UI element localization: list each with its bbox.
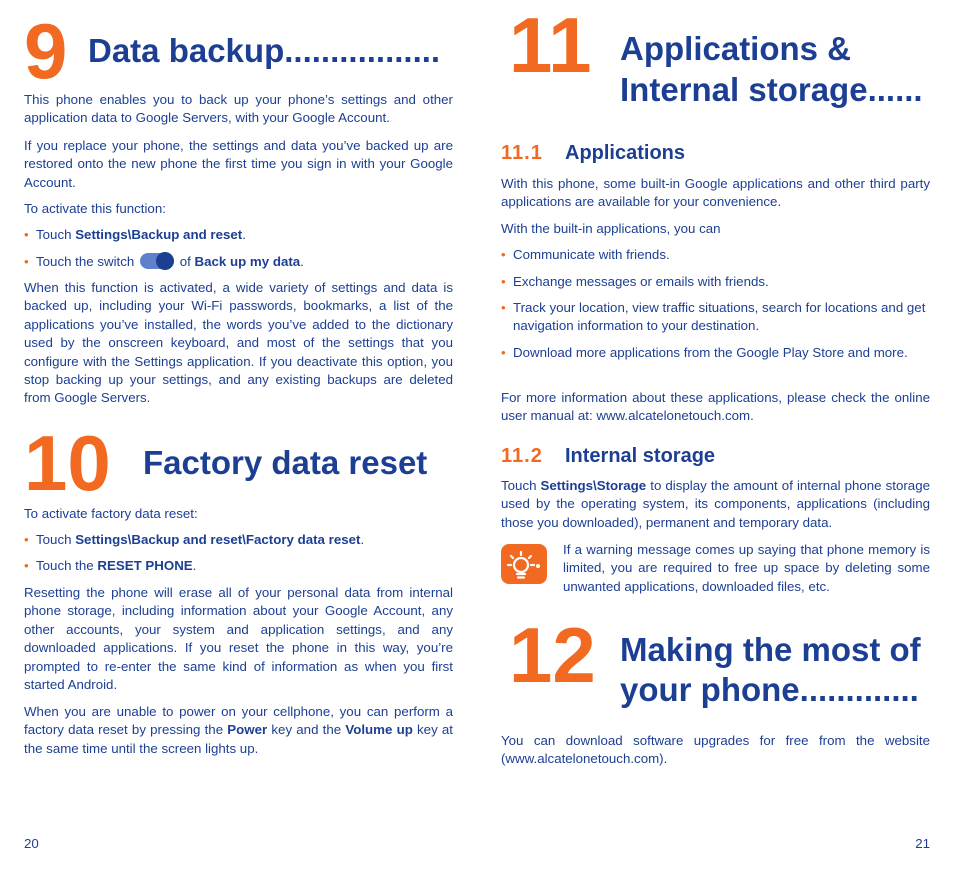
bullet-text: . (192, 558, 197, 573)
lightbulb-tip-icon (501, 544, 547, 584)
paragraph: Resetting the phone will erase all of your personal data from internal phone storage, including information about your Google Account, any other accounts, your system and application settings, and any downloaded applications. If you reset the phone in this way, you’re prompted to re-enter the same kind of information as when you first started Android. (24, 585, 453, 693)
bullet-item: • Exchange messages or emails with friends. (501, 273, 930, 291)
bullet-item (24, 253, 453, 271)
paragraph-text: to display the amount of internal phone storage used by the operating system, its components, applications (including those you downloaded), permanent and temporary data. (501, 478, 930, 530)
bullet-item (24, 531, 453, 549)
section-title: Internal storage (565, 445, 716, 467)
menu-path: Settings\Storage (540, 478, 647, 493)
paragraph-text: When you are unable to power on your cellphone, you can perform a factory data reset by pressing the (24, 704, 453, 738)
bullet-text: Touch (36, 532, 76, 547)
chapter-number: 10 (24, 419, 111, 507)
chapter-title: Factory data reset (143, 444, 428, 481)
chapter-title-line-2: your phone............. (620, 671, 919, 708)
paragraph-text: key and the (267, 722, 346, 738)
bullet-text: Touch the switch (36, 254, 138, 269)
paragraph: You can download software upgrades for free from the website (www.alcatelonetouch.com). (501, 733, 930, 767)
section-heading-11-2 (501, 444, 715, 468)
tip-text: If a warning message comes up saying that phone memory is limited, you are required to free up space by deleting some unwanted applications, downloaded files, etc. (563, 542, 930, 594)
chapter-number: 12 (509, 611, 596, 699)
paragraph: When this function is activated, a wide variety of settings and data is backed up, including your Wi-Fi passwords, bookmarks, a list of the applications you’ve installed, the words you’ve added to the dictionary used by the onscreen keyboard, and most of the settings that you configure with the Settings application. If you deactivate this option, you stop backing up your settings, and any existing backups are deleted from Google Servers. (24, 280, 453, 406)
bullet-text: Touch (36, 227, 76, 242)
paragraph-text: Touch (501, 478, 541, 493)
chapter-title: Data backup................. (88, 32, 441, 69)
bullet-text: of (176, 254, 195, 269)
bullet-item: • Download more applications from the Google Play Store and more. (501, 344, 930, 362)
paragraph (24, 703, 453, 758)
paragraph-text: key at the same time until the screen lights up. (24, 722, 453, 756)
paragraph: For more information about these applications, please check the online user manual at: www.alcatelonetouch.com. (501, 390, 930, 424)
page-number: 20 (24, 836, 39, 851)
chapter-11-heading (501, 0, 930, 120)
bullet-item: • Communicate with friends. (501, 246, 930, 264)
switch-toggle-icon (140, 253, 174, 269)
bullet-item (24, 557, 453, 575)
bullet-item (24, 226, 453, 244)
section-number: 11.1 (501, 142, 543, 164)
paragraph: To activate factory data reset: (24, 506, 198, 521)
chapter-number: 11 (509, 1, 592, 89)
bullet-text: Touch the (36, 558, 98, 573)
chapter-title-line-1: Making the most of (620, 631, 921, 668)
chapter-title-line-2: Internal storage...... (620, 71, 923, 108)
paragraph: To activate this function: (24, 201, 166, 216)
paragraph: If you replace your phone, the settings and data you’ve backed up are restored onto the new phone the first time you sign in with your Google Account. (24, 138, 453, 190)
key-name: Power (227, 722, 268, 738)
menu-path: Settings\Backup and reset\Factory data reset (75, 532, 361, 547)
key-name: Volume up (345, 722, 413, 738)
page-number: 21 (915, 836, 930, 851)
chapter-10-heading (24, 419, 453, 507)
setting-name: Back up my data (194, 254, 301, 269)
bullet-text: . (242, 227, 246, 242)
chapter-number: 9 (24, 7, 68, 95)
button-name: RESET PHONE (97, 558, 193, 573)
section-heading-11-1 (501, 141, 685, 165)
paragraph: This phone enables you to back up your phone’s settings and other application data to Google Servers, with your Google Account. (24, 92, 453, 126)
paragraph: With this phone, some built-in Google applications and other third party applications are available for your convenience. (501, 176, 930, 210)
menu-path: Settings\Backup and reset (75, 227, 243, 242)
bullet-text: . (360, 532, 365, 547)
paragraph: With the built-in applications, you can (501, 221, 721, 236)
tip-box (501, 541, 930, 601)
section-number: 11.2 (501, 445, 543, 467)
chapter-title-line-1: Applications & (620, 30, 852, 67)
bullet-text: . (300, 254, 304, 269)
paragraph (501, 477, 930, 532)
chapter-9-heading (24, 0, 453, 95)
bullet-item: • Track your location, view traffic situations, search for locations and get navigation information to your destination. (501, 299, 930, 336)
section-title: Applications (565, 142, 686, 164)
chapter-12-heading (501, 610, 930, 720)
